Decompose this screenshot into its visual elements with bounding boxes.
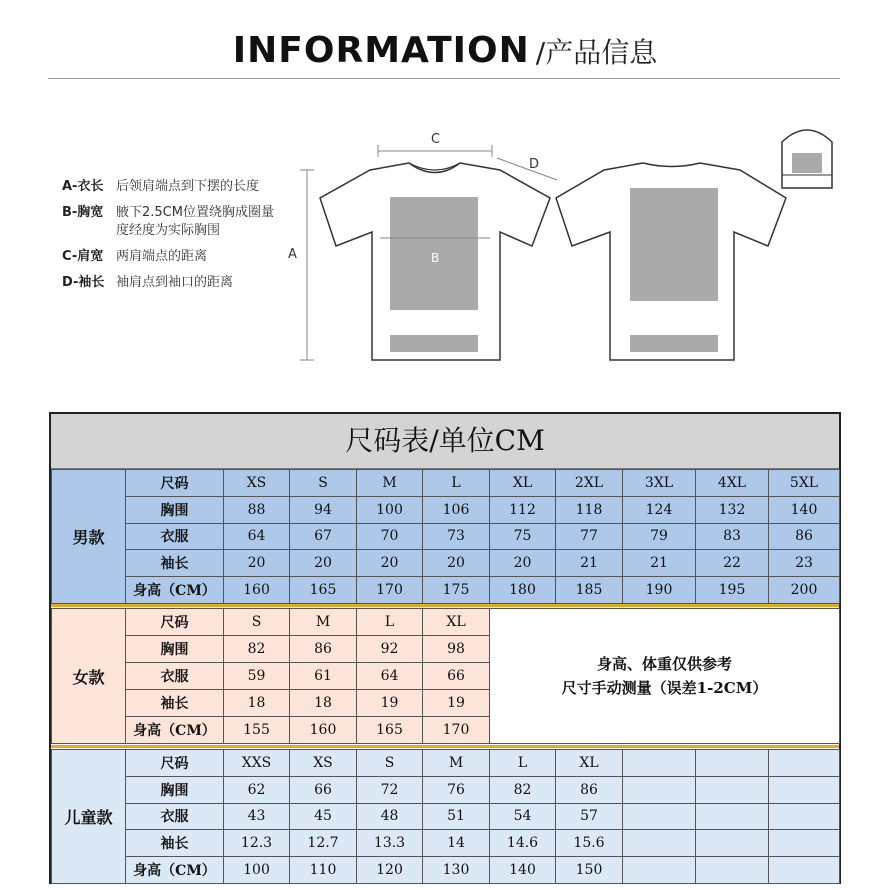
legend-desc: 后领肩端点到下摆的长度 <box>116 179 260 194</box>
value-cell: 20 <box>490 550 556 577</box>
value-cell: 98 <box>423 636 490 663</box>
size-cell: 4XL <box>696 470 769 497</box>
row-label: 尺码 <box>126 470 224 497</box>
header-title-en: INFORMATION <box>232 30 530 71</box>
row-label: 身高（CM） <box>126 717 224 744</box>
value-cell: 20 <box>357 550 423 577</box>
header-title-cn: /产品信息 <box>535 35 658 69</box>
dim-label-d: D <box>529 157 540 172</box>
note-line-1: 身高、体重仅供参考 <box>596 655 732 673</box>
legend-key: B-胸宽 <box>62 205 104 220</box>
value-cell: 170 <box>423 717 490 744</box>
size-cell: 2XL <box>556 470 623 497</box>
legend-desc: 袖肩点到袖口的距离 <box>116 275 234 290</box>
value-cell: 118 <box>556 496 623 523</box>
value-cell: 88 <box>224 496 290 523</box>
size-cell: 3XL <box>623 470 696 497</box>
value-cell: 76 <box>423 776 490 803</box>
men-section <box>51 469 839 604</box>
tshirt-front <box>320 163 550 360</box>
value-cell: 14.6 <box>490 830 556 857</box>
tshirt-diagram <box>270 120 850 370</box>
kids-table <box>51 749 840 884</box>
empty-cell <box>623 776 696 803</box>
value-cell: 12.7 <box>290 830 357 857</box>
value-cell: 14 <box>423 830 490 857</box>
empty-cell <box>769 857 840 884</box>
section-divider <box>51 604 839 607</box>
value-cell: 200 <box>769 577 840 604</box>
value-cell: 13.3 <box>357 830 423 857</box>
size-cell: M <box>423 750 490 777</box>
value-cell: 94 <box>290 496 357 523</box>
value-cell: 132 <box>696 496 769 523</box>
empty-cell <box>696 776 769 803</box>
value-cell: 20 <box>290 550 357 577</box>
tshirt-back <box>556 163 786 360</box>
empty-cell <box>623 830 696 857</box>
empty-cell <box>769 830 840 857</box>
section-divider <box>51 745 839 748</box>
value-cell: 77 <box>556 523 623 550</box>
empty-cell <box>769 803 840 830</box>
empty-cell <box>623 803 696 830</box>
value-cell: 59 <box>224 663 290 690</box>
row-label: 袖长 <box>126 550 224 577</box>
value-cell: 66 <box>290 776 357 803</box>
size-cell: L <box>423 470 490 497</box>
value-cell: 61 <box>290 663 357 690</box>
legend-item-c <box>62 248 286 266</box>
row-label: 胸围 <box>126 636 224 663</box>
kids-section <box>51 749 839 884</box>
table-row <box>52 496 840 523</box>
value-cell: 185 <box>556 577 623 604</box>
value-cell: 57 <box>556 803 623 830</box>
value-cell: 195 <box>696 577 769 604</box>
value-cell: 83 <box>696 523 769 550</box>
note-line-2: 尺寸手动测量（误差1-2CM） <box>561 679 768 697</box>
value-cell: 19 <box>357 690 423 717</box>
value-cell: 20 <box>224 550 290 577</box>
table-row <box>52 550 840 577</box>
legend-item-d <box>62 274 286 292</box>
size-cell: S <box>290 470 357 497</box>
table-row <box>52 470 840 497</box>
value-cell: 100 <box>224 857 290 884</box>
value-cell: 170 <box>357 577 423 604</box>
legend-key: D-袖长 <box>62 275 105 290</box>
reference-note <box>490 609 840 744</box>
row-label: 胸围 <box>126 776 224 803</box>
size-cell: XL <box>556 750 623 777</box>
empty-cell <box>696 803 769 830</box>
empty-cell <box>696 857 769 884</box>
size-cell: L <box>357 609 423 636</box>
measurement-legend <box>62 178 286 300</box>
empty-cell <box>769 750 840 777</box>
value-cell: 106 <box>423 496 490 523</box>
category-label: 男款 <box>52 470 126 604</box>
row-label: 身高（CM） <box>126 857 224 884</box>
value-cell: 82 <box>224 636 290 663</box>
value-cell: 20 <box>423 550 490 577</box>
value-cell: 79 <box>623 523 696 550</box>
value-cell: 45 <box>290 803 357 830</box>
value-cell: 64 <box>224 523 290 550</box>
value-cell: 140 <box>490 857 556 884</box>
table-row <box>52 577 840 604</box>
size-cell: L <box>490 750 556 777</box>
size-chart <box>49 412 841 884</box>
value-cell: 70 <box>357 523 423 550</box>
value-cell: 140 <box>769 496 840 523</box>
legend-key: C-肩宽 <box>62 249 104 264</box>
value-cell: 21 <box>623 550 696 577</box>
value-cell: 43 <box>224 803 290 830</box>
value-cell: 112 <box>490 496 556 523</box>
table-row <box>52 830 840 857</box>
table-row <box>52 857 840 884</box>
legend-item-a <box>62 178 286 196</box>
empty-cell <box>696 830 769 857</box>
table-row <box>52 750 840 777</box>
row-label: 衣服 <box>126 523 224 550</box>
table-row <box>52 803 840 830</box>
row-label: 衣服 <box>126 663 224 690</box>
value-cell: 86 <box>290 636 357 663</box>
value-cell: 48 <box>357 803 423 830</box>
size-chart-title: 尺码表/单位CM <box>345 424 545 457</box>
value-cell: 22 <box>696 550 769 577</box>
value-cell: 190 <box>623 577 696 604</box>
dim-label-b: B <box>431 251 440 265</box>
value-cell: 23 <box>769 550 840 577</box>
size-cell: S <box>357 750 423 777</box>
value-cell: 51 <box>423 803 490 830</box>
men-table <box>51 469 840 604</box>
page-header <box>0 30 890 80</box>
women-section <box>51 608 839 744</box>
value-cell: 100 <box>357 496 423 523</box>
table-row <box>52 523 840 550</box>
empty-cell <box>696 750 769 777</box>
row-label: 袖长 <box>126 830 224 857</box>
header-divider <box>48 78 840 79</box>
value-cell: 15.6 <box>556 830 623 857</box>
size-cell: XS <box>290 750 357 777</box>
dim-label-a: A <box>288 247 297 262</box>
size-cell: XL <box>490 470 556 497</box>
row-label: 尺码 <box>126 750 224 777</box>
value-cell: 165 <box>290 577 357 604</box>
women-table <box>51 608 840 744</box>
row-label: 尺码 <box>126 609 224 636</box>
table-row <box>52 609 840 636</box>
value-cell: 54 <box>490 803 556 830</box>
row-label: 衣服 <box>126 803 224 830</box>
row-label: 胸围 <box>126 496 224 523</box>
value-cell: 150 <box>556 857 623 884</box>
value-cell: 67 <box>290 523 357 550</box>
row-label: 身高（CM） <box>126 577 224 604</box>
value-cell: 18 <box>224 690 290 717</box>
size-cell: 5XL <box>769 470 840 497</box>
row-label: 袖长 <box>126 690 224 717</box>
empty-cell <box>769 776 840 803</box>
legend-item-b <box>62 204 286 240</box>
size-cell: M <box>357 470 423 497</box>
empty-cell <box>623 857 696 884</box>
value-cell: 124 <box>623 496 696 523</box>
value-cell: 175 <box>423 577 490 604</box>
size-cell: S <box>224 609 290 636</box>
legend-desc: 腋下2.5CM位置绕胸成圈量度经度为实际胸围 <box>116 205 274 238</box>
category-label: 女款 <box>52 609 126 744</box>
value-cell: 160 <box>290 717 357 744</box>
dim-label-c: C <box>431 132 441 147</box>
value-cell: 155 <box>224 717 290 744</box>
value-cell: 130 <box>423 857 490 884</box>
value-cell: 92 <box>357 636 423 663</box>
value-cell: 66 <box>423 663 490 690</box>
value-cell: 165 <box>357 717 423 744</box>
value-cell: 75 <box>490 523 556 550</box>
value-cell: 21 <box>556 550 623 577</box>
value-cell: 180 <box>490 577 556 604</box>
value-cell: 18 <box>290 690 357 717</box>
value-cell: 82 <box>490 776 556 803</box>
value-cell: 86 <box>769 523 840 550</box>
value-cell: 160 <box>224 577 290 604</box>
empty-cell <box>623 750 696 777</box>
size-cell: M <box>290 609 357 636</box>
size-cell: XXS <box>224 750 290 777</box>
value-cell: 64 <box>357 663 423 690</box>
value-cell: 110 <box>290 857 357 884</box>
legend-desc: 两肩端点的距离 <box>116 249 208 264</box>
value-cell: 72 <box>357 776 423 803</box>
table-row <box>52 776 840 803</box>
hat-icon <box>782 130 832 188</box>
value-cell: 86 <box>556 776 623 803</box>
value-cell: 62 <box>224 776 290 803</box>
size-cell: XS <box>224 470 290 497</box>
value-cell: 12.3 <box>224 830 290 857</box>
category-label: 儿童款 <box>52 750 126 884</box>
size-chart-title-bar <box>51 414 839 469</box>
value-cell: 19 <box>423 690 490 717</box>
value-cell: 120 <box>357 857 423 884</box>
value-cell: 73 <box>423 523 490 550</box>
size-cell: XL <box>423 609 490 636</box>
legend-key: A-衣长 <box>62 179 104 194</box>
